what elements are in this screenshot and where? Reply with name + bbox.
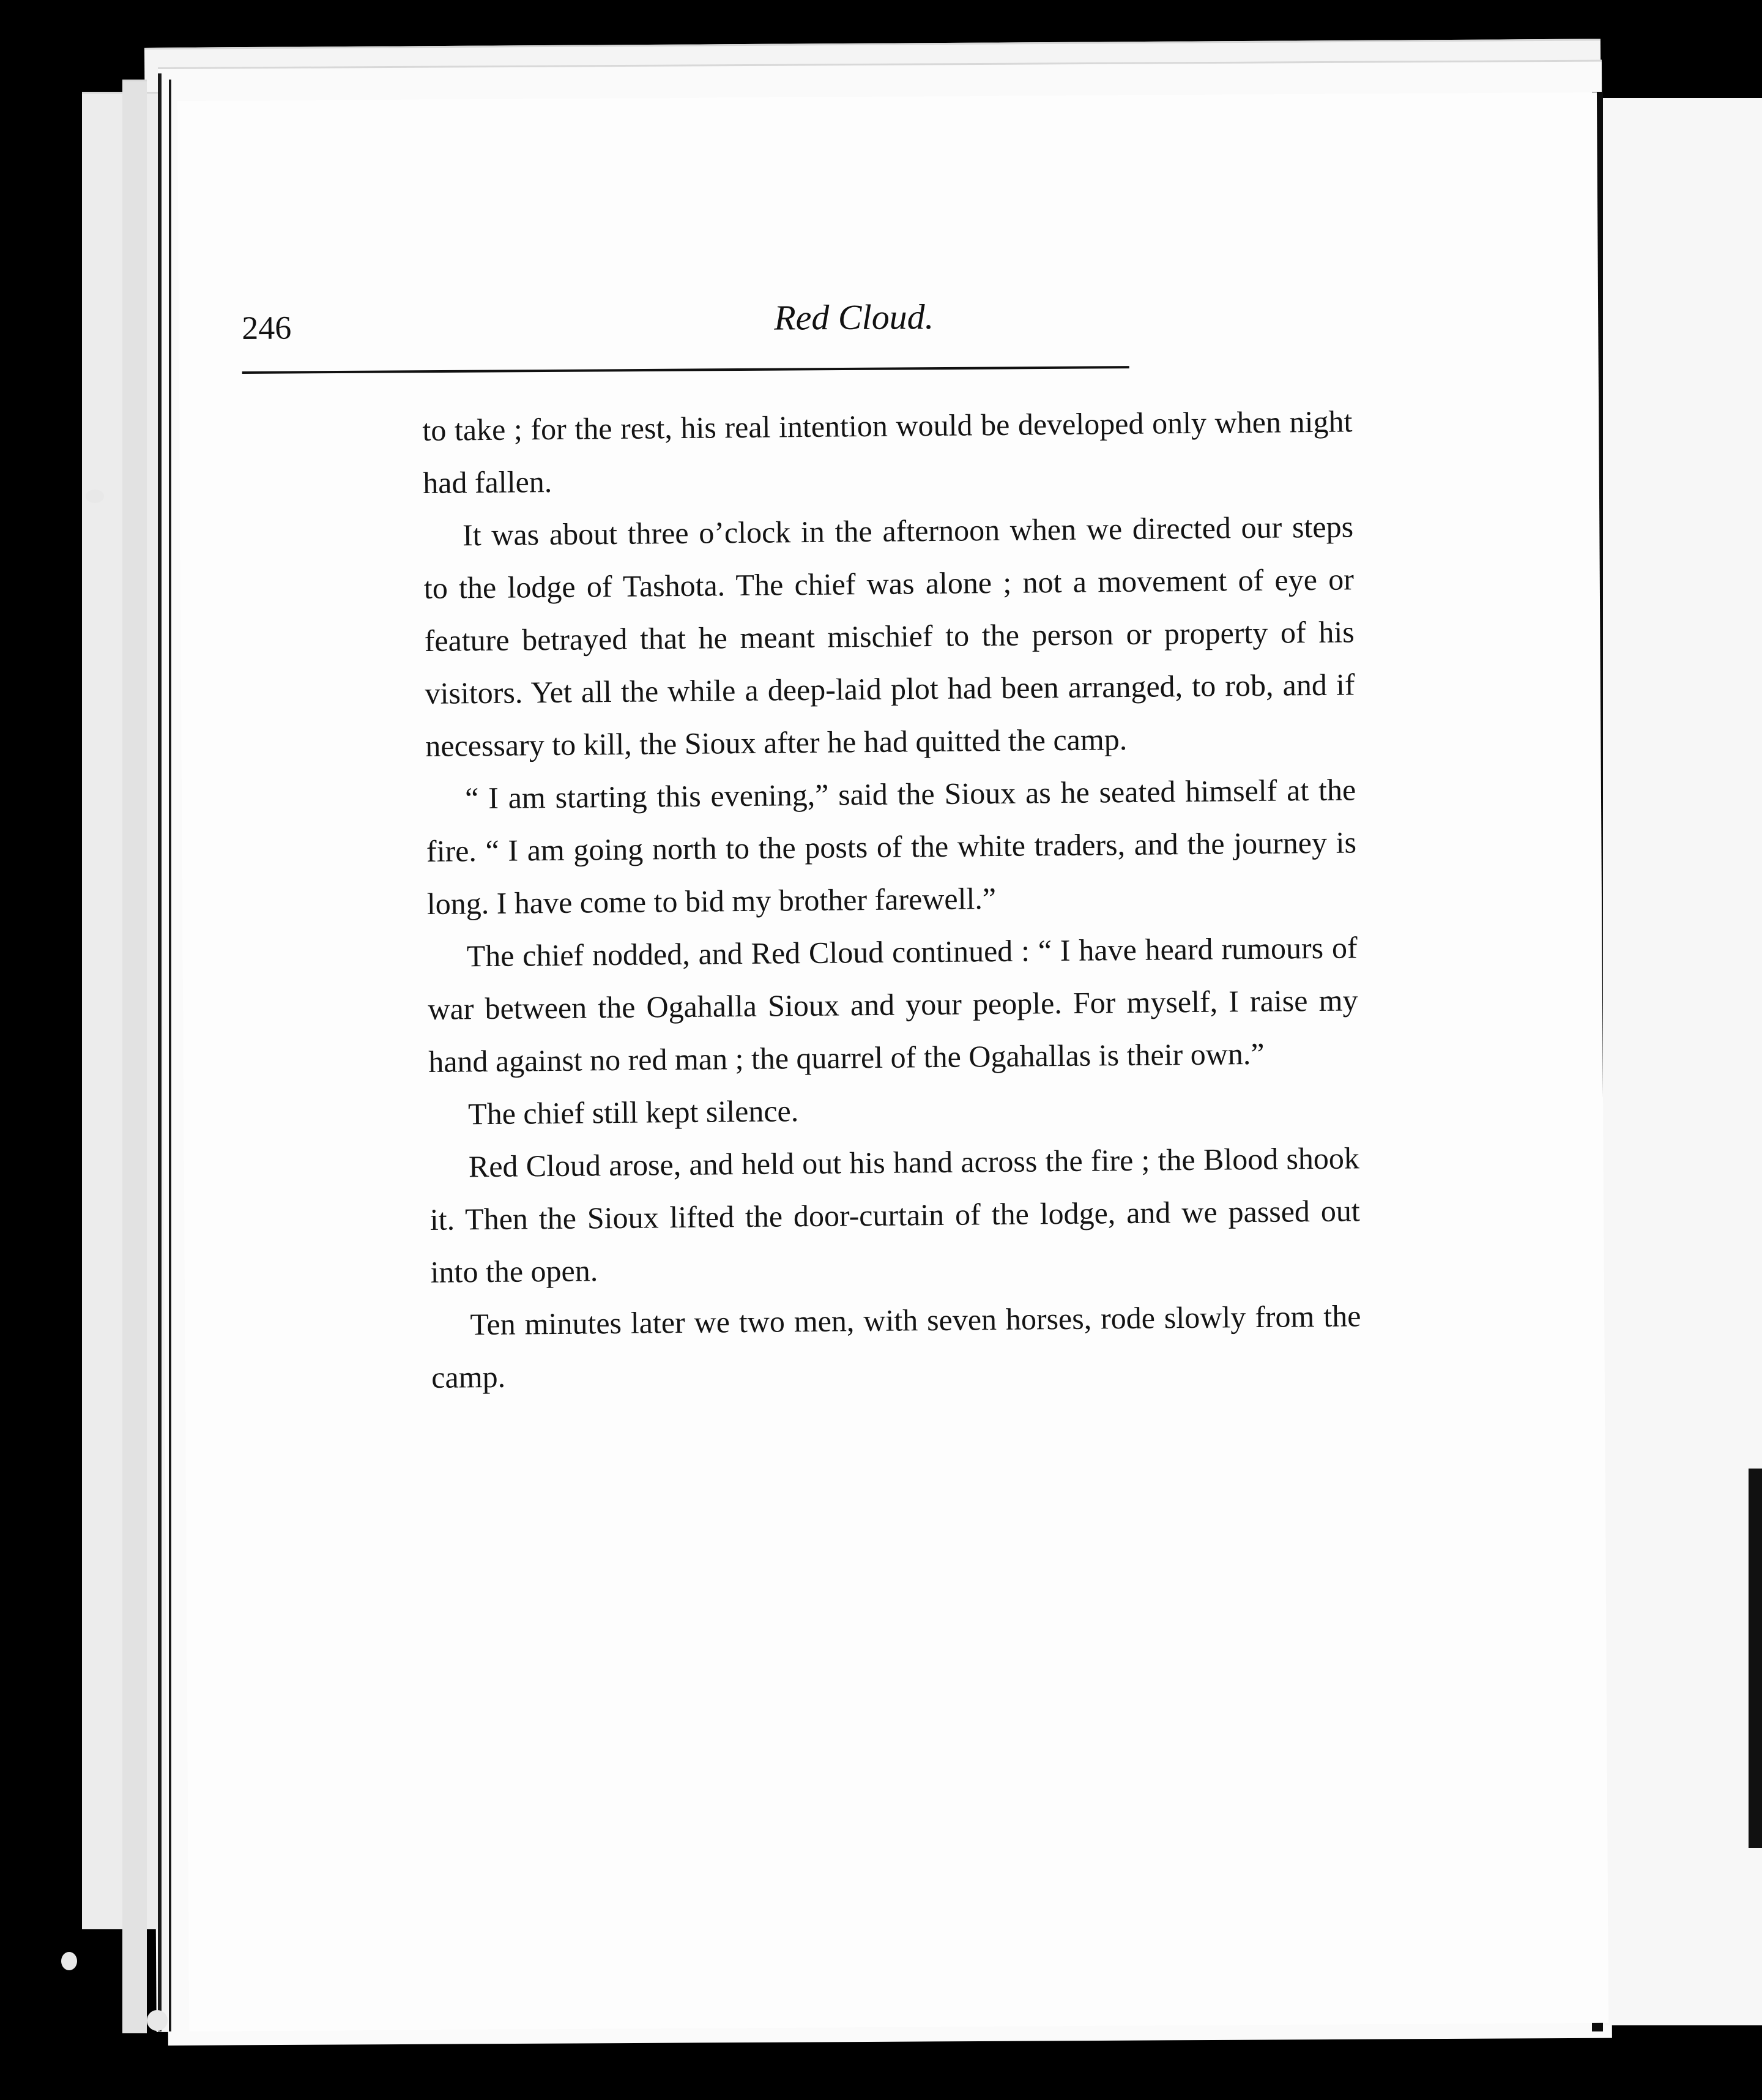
page-number: 246: [242, 309, 292, 346]
page-edge-line: [158, 73, 162, 2031]
paragraph: It was about three o’clock in the afternoon when we directed our steps to the lodge of Tashota. The chief was alone ; not a movement of eye or feature betrayed that he meant mischief to the person or property of his visitors. Yet all the while a deep-laid plot had been arranged, to rob, and if necessary to kill, the Sioux after he had quitted the camp.: [423, 509, 1355, 763]
header-rule: [242, 366, 1129, 374]
page-edge-line: [169, 80, 171, 2031]
paragraph: The chief nodded, and Red Cloud continued : “ I have heard rumours of war between the Ogahalla Sioux and your people. For myself, I raise my hand against no red man ; the quarrel of the Ogahallas is their own.”: [428, 930, 1358, 1079]
page-edge: [122, 80, 147, 2033]
paragraph: to take ; for the rest, his real intention would be developed only when night had fallen.: [422, 404, 1353, 500]
facing-page: [1603, 98, 1762, 2025]
paragraph: “ I am starting this evening,” said the Sioux as he seated himself at the fire. “ I am going north to the posts of the white traders, and the journey is long. I have come to bid my brother farewell.”: [426, 772, 1357, 921]
paragraph: Ten minutes later we two men, with seven horses, rode slowly from the camp.: [431, 1298, 1361, 1394]
page-header: [242, 290, 1319, 382]
running-head: Red Cloud.: [774, 297, 934, 338]
facing-page-border: [1749, 1469, 1762, 1848]
scan-speck: [147, 2010, 168, 2031]
paragraph: The chief still kept silence.: [467, 1093, 799, 1131]
page-body: [422, 395, 1362, 1404]
scan-speck: [61, 1952, 77, 1970]
paragraph: Red Cloud arose, and held out his hand across the fire ; the Blood shook it. Then the Sioux lifted the door-curtain of the lodge, and we passed out into the open.: [429, 1141, 1360, 1289]
scan-speck: [86, 490, 104, 503]
